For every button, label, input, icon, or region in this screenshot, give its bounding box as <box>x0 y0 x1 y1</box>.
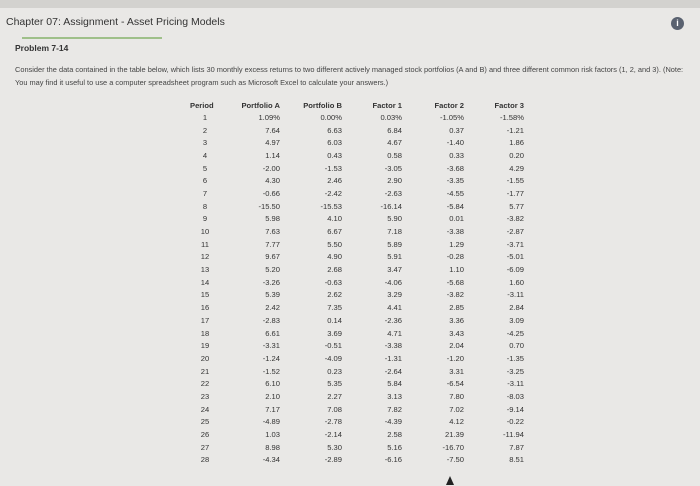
table-cell: 5.90 <box>387 214 402 224</box>
chapter-title: Chapter 07: Assignment - Asset Pricing Models <box>6 16 225 28</box>
table-cell: 5.20 <box>265 265 280 275</box>
table-cell: 5.50 <box>327 239 342 249</box>
table-cell: 21.39 <box>444 430 464 440</box>
table-cell: 18 <box>200 328 210 338</box>
table-cell: 7.63 <box>265 227 280 237</box>
table-cell: 3.09 <box>509 315 524 325</box>
problem-intro: Consider the data contained in the table below, which lists 30 monthly excess returns to two different actively managed stock portfolios (A and B) and three different common risk factors (1, 2, and 3). (Note: You may find it useful to use a computer spreadsheet program such as Microsoft Excel to calculate your answers.) <box>15 65 684 87</box>
table-cell: -4.55 <box>446 188 464 198</box>
table-cell: 7.87 <box>509 442 524 452</box>
table-cell: 4 <box>202 150 208 160</box>
table-cell: 0.58 <box>387 150 402 160</box>
table-cell: -3.82 <box>446 290 464 300</box>
table-row <box>190 377 528 390</box>
table-row <box>190 225 528 238</box>
table-row <box>190 174 528 187</box>
table-cell: 8.98 <box>265 442 280 452</box>
table-cell: 5.91 <box>387 252 402 262</box>
table-cell: 6 <box>202 176 208 186</box>
table-row <box>190 301 528 314</box>
table-row <box>190 200 528 213</box>
table-cell: 5.35 <box>327 379 342 389</box>
table-cell: 24 <box>200 404 210 414</box>
table-cell: -1.52 <box>262 366 280 376</box>
table-row <box>190 124 528 137</box>
table-cell: 5.98 <box>265 214 280 224</box>
table-cell: -1.77 <box>506 188 524 198</box>
table-cell: 0.70 <box>509 341 524 351</box>
table-row <box>190 416 528 429</box>
table-cell: 23 <box>200 391 210 401</box>
table-cell: 2.27 <box>327 391 342 401</box>
table-cell: 2 <box>202 125 208 135</box>
table-cell: 20 <box>200 353 210 363</box>
table-cell: -3.68 <box>446 163 464 173</box>
table-cell: 22 <box>200 379 210 389</box>
table-row <box>190 454 528 467</box>
header-portfolio-b: Portfolio B <box>303 100 342 110</box>
table-cell: 2.62 <box>327 290 342 300</box>
table-cell: -1.21 <box>506 125 524 135</box>
table-cell: 2.10 <box>265 391 280 401</box>
table-cell: -3.26 <box>262 277 280 287</box>
table-cell: 1.09% <box>258 112 280 122</box>
table-row <box>190 187 528 200</box>
table-cell: 5.30 <box>327 442 342 452</box>
table-cell: -4.25 <box>506 328 524 338</box>
table-cell: 3.69 <box>327 328 342 338</box>
table-cell: -0.63 <box>324 277 342 287</box>
header-period: Period <box>190 100 214 110</box>
table-cell: -2.64 <box>384 366 402 376</box>
browser-top-bar <box>0 0 700 8</box>
table-cell: 0.33 <box>449 150 464 160</box>
table-cell: 15 <box>200 290 210 300</box>
table-cell: 3.43 <box>449 328 464 338</box>
table-cell: -4.34 <box>262 455 280 465</box>
table-cell: 6.84 <box>387 125 402 135</box>
table-cell: 1.60 <box>509 277 524 287</box>
table-cell: 0.00% <box>320 112 342 122</box>
table-header-row <box>190 99 528 111</box>
table-cell: -3.82 <box>506 214 524 224</box>
table-cell: -15.50 <box>258 201 280 211</box>
table-cell: 5.89 <box>387 239 402 249</box>
table-cell: 19 <box>200 341 210 351</box>
table-cell: 2.04 <box>449 341 464 351</box>
table-cell: 5.84 <box>387 379 402 389</box>
table-cell: -1.20 <box>446 353 464 363</box>
table-cell: -3.38 <box>384 341 402 351</box>
table-cell: -3.35 <box>446 176 464 186</box>
table-cell: -11.94 <box>503 430 524 440</box>
table-cell: 0.03% <box>380 112 402 122</box>
table-cell: -7.50 <box>446 455 464 465</box>
table-cell: 0.37 <box>449 125 464 135</box>
table-row <box>190 403 528 416</box>
table-cell: -2.63 <box>384 188 402 198</box>
table-cell: -0.51 <box>324 341 342 351</box>
table-cell: -1.55 <box>506 176 524 186</box>
table-cell: 0.01 <box>449 214 464 224</box>
table-row <box>190 428 528 441</box>
table-cell: -4.89 <box>262 417 280 427</box>
table-cell: 7.35 <box>327 303 342 313</box>
header-factor-1: Factor 1 <box>372 100 402 110</box>
table-cell: -3.25 <box>506 366 524 376</box>
table-cell: 8 <box>202 201 208 211</box>
table-cell: 3.31 <box>449 366 464 376</box>
table-cell: 4.12 <box>449 417 464 427</box>
table-cell: -5.84 <box>446 201 464 211</box>
table-cell: 1.10 <box>449 265 464 275</box>
table-cell: 1.14 <box>265 150 280 160</box>
table-cell: -2.83 <box>262 315 280 325</box>
table-cell: 7.80 <box>449 391 464 401</box>
table-row <box>190 289 528 302</box>
table-cell: -5.68 <box>446 277 464 287</box>
table-row <box>190 136 528 149</box>
table-cell: 26 <box>200 430 210 440</box>
table-cell: -0.22 <box>506 417 524 427</box>
table-cell: 3.13 <box>387 391 402 401</box>
table-cell: 8.51 <box>509 455 524 465</box>
table-cell: -1.58% <box>499 112 524 122</box>
table-cell: 28 <box>200 455 210 465</box>
table-cell: 12 <box>200 252 210 262</box>
table-cell: 6.61 <box>265 328 280 338</box>
table-cell: -4.39 <box>384 417 402 427</box>
table-cell: -5.01 <box>506 252 524 262</box>
table-row <box>190 149 528 162</box>
table-row <box>190 162 528 175</box>
table-cell: -16.70 <box>442 442 464 452</box>
table-cell: 7 <box>202 188 208 198</box>
table-cell: 3.29 <box>387 290 402 300</box>
info-icon[interactable]: i <box>671 17 684 30</box>
table-body <box>190 111 528 466</box>
table-cell: -8.03 <box>506 391 524 401</box>
table-cell: 0.20 <box>509 150 524 160</box>
table-cell: -3.71 <box>506 239 524 249</box>
table-cell: 2.46 <box>327 176 342 186</box>
header-factor-2: Factor 2 <box>434 100 464 110</box>
table-cell: 7.08 <box>327 404 342 414</box>
table-cell: -9.14 <box>506 404 524 414</box>
table-cell: 3.36 <box>449 315 464 325</box>
table-cell: 9.67 <box>265 252 280 262</box>
table-cell: 4.90 <box>327 252 342 262</box>
table-cell: 2.58 <box>387 430 402 440</box>
table-cell: 2.42 <box>265 303 280 313</box>
table-cell: -3.38 <box>446 227 464 237</box>
table-cell: -6.54 <box>446 379 464 389</box>
table-cell: 4.41 <box>387 303 402 313</box>
table-cell: 0.23 <box>327 366 342 376</box>
table-cell: 5.77 <box>509 201 524 211</box>
table-cell: 7.82 <box>387 404 402 414</box>
table-cell: -4.06 <box>384 277 402 287</box>
table-cell: 21 <box>200 366 210 376</box>
table-cell: -6.09 <box>506 265 524 275</box>
table-cell: 0.43 <box>327 150 342 160</box>
table-cell: 7.02 <box>449 404 464 414</box>
table-cell: 4.71 <box>387 328 402 338</box>
table-cell: 5.39 <box>265 290 280 300</box>
table-cell: -1.35 <box>506 353 524 363</box>
table-row <box>190 441 528 454</box>
returns-table <box>190 99 528 466</box>
table-row <box>190 213 528 226</box>
table-cell: -15.53 <box>320 201 342 211</box>
table-row <box>190 238 528 251</box>
table-cell: -1.53 <box>324 163 342 173</box>
table-cell: -2.36 <box>384 315 402 325</box>
table-cell: 0.14 <box>327 315 342 325</box>
table-cell: 2.85 <box>449 303 464 313</box>
table-cell: 6.10 <box>265 379 280 389</box>
table-cell: -0.28 <box>446 252 464 262</box>
table-cell: 9 <box>202 214 208 224</box>
table-cell: 4.30 <box>265 176 280 186</box>
table-row <box>190 263 528 276</box>
table-cell: 2.90 <box>387 176 402 186</box>
table-cell: 17 <box>200 315 210 325</box>
table-row <box>190 251 528 264</box>
table-cell: 4.29 <box>509 163 524 173</box>
table-cell: -2.87 <box>506 227 524 237</box>
table-cell: -2.78 <box>324 417 342 427</box>
table-cell: 2.84 <box>509 303 524 313</box>
header-portfolio-a: Portfolio A <box>241 100 280 110</box>
table-cell: -3.11 <box>507 379 524 389</box>
table-row <box>190 365 528 378</box>
table-cell: -16.14 <box>380 201 402 211</box>
table-cell: 4.97 <box>265 138 280 148</box>
table-cell: -6.16 <box>384 455 402 465</box>
table-cell: 27 <box>200 442 210 452</box>
table-cell: 13 <box>200 265 210 275</box>
table-cell: -2.42 <box>324 188 342 198</box>
table-cell: 7.77 <box>265 239 280 249</box>
table-cell: 25 <box>200 417 210 427</box>
table-row <box>190 352 528 365</box>
table-cell: 14 <box>200 277 210 287</box>
table-cell: -3.31 <box>262 341 280 351</box>
table-cell: 3 <box>202 138 208 148</box>
table-cell: 1.86 <box>509 138 524 148</box>
table-cell: -2.89 <box>324 455 342 465</box>
table-cell: 11 <box>201 239 209 249</box>
table-cell: -0.66 <box>262 188 280 198</box>
table-row <box>190 339 528 352</box>
table-cell: 6.63 <box>327 125 342 135</box>
table-cell: 7.17 <box>265 404 280 414</box>
table-cell: 6.67 <box>327 227 342 237</box>
table-cell: 6.03 <box>327 138 342 148</box>
table-cell: -3.11 <box>507 290 524 300</box>
table-cell: 7.64 <box>265 125 280 135</box>
table-cell: 7.18 <box>387 227 402 237</box>
table-cell: -3.05 <box>384 163 402 173</box>
assignment-header <box>0 8 700 34</box>
table-cell: -1.24 <box>262 353 280 363</box>
table-cell: 1.03 <box>265 430 280 440</box>
table-cell: 4.67 <box>387 138 402 148</box>
table-row <box>190 390 528 403</box>
table-cell: 5 <box>202 163 208 173</box>
table-cell: -2.14 <box>324 430 342 440</box>
table-cell: -1.31 <box>384 353 402 363</box>
table-cell: 2.68 <box>327 265 342 275</box>
table-cell: 5.16 <box>387 442 402 452</box>
table-cell: -2.00 <box>262 163 280 173</box>
table-cell: 4.10 <box>327 214 342 224</box>
problem-title: Problem 7-14 <box>15 43 69 53</box>
table-cell: 16 <box>200 303 210 313</box>
mouse-cursor-icon <box>446 476 454 485</box>
table-cell: -4.09 <box>324 353 342 363</box>
table-row <box>190 314 528 327</box>
table-cell: -1.05% <box>439 112 464 122</box>
table-cell: 1.29 <box>449 239 464 249</box>
table-cell: 10 <box>200 227 210 237</box>
table-row <box>190 276 528 289</box>
table-cell: 1 <box>202 112 208 122</box>
header-factor-3: Factor 3 <box>494 100 524 110</box>
table-row <box>190 111 528 124</box>
table-cell: 3.47 <box>387 265 402 275</box>
table-row <box>190 327 528 340</box>
table-cell: -1.40 <box>446 138 464 148</box>
progress-underline <box>22 37 162 39</box>
